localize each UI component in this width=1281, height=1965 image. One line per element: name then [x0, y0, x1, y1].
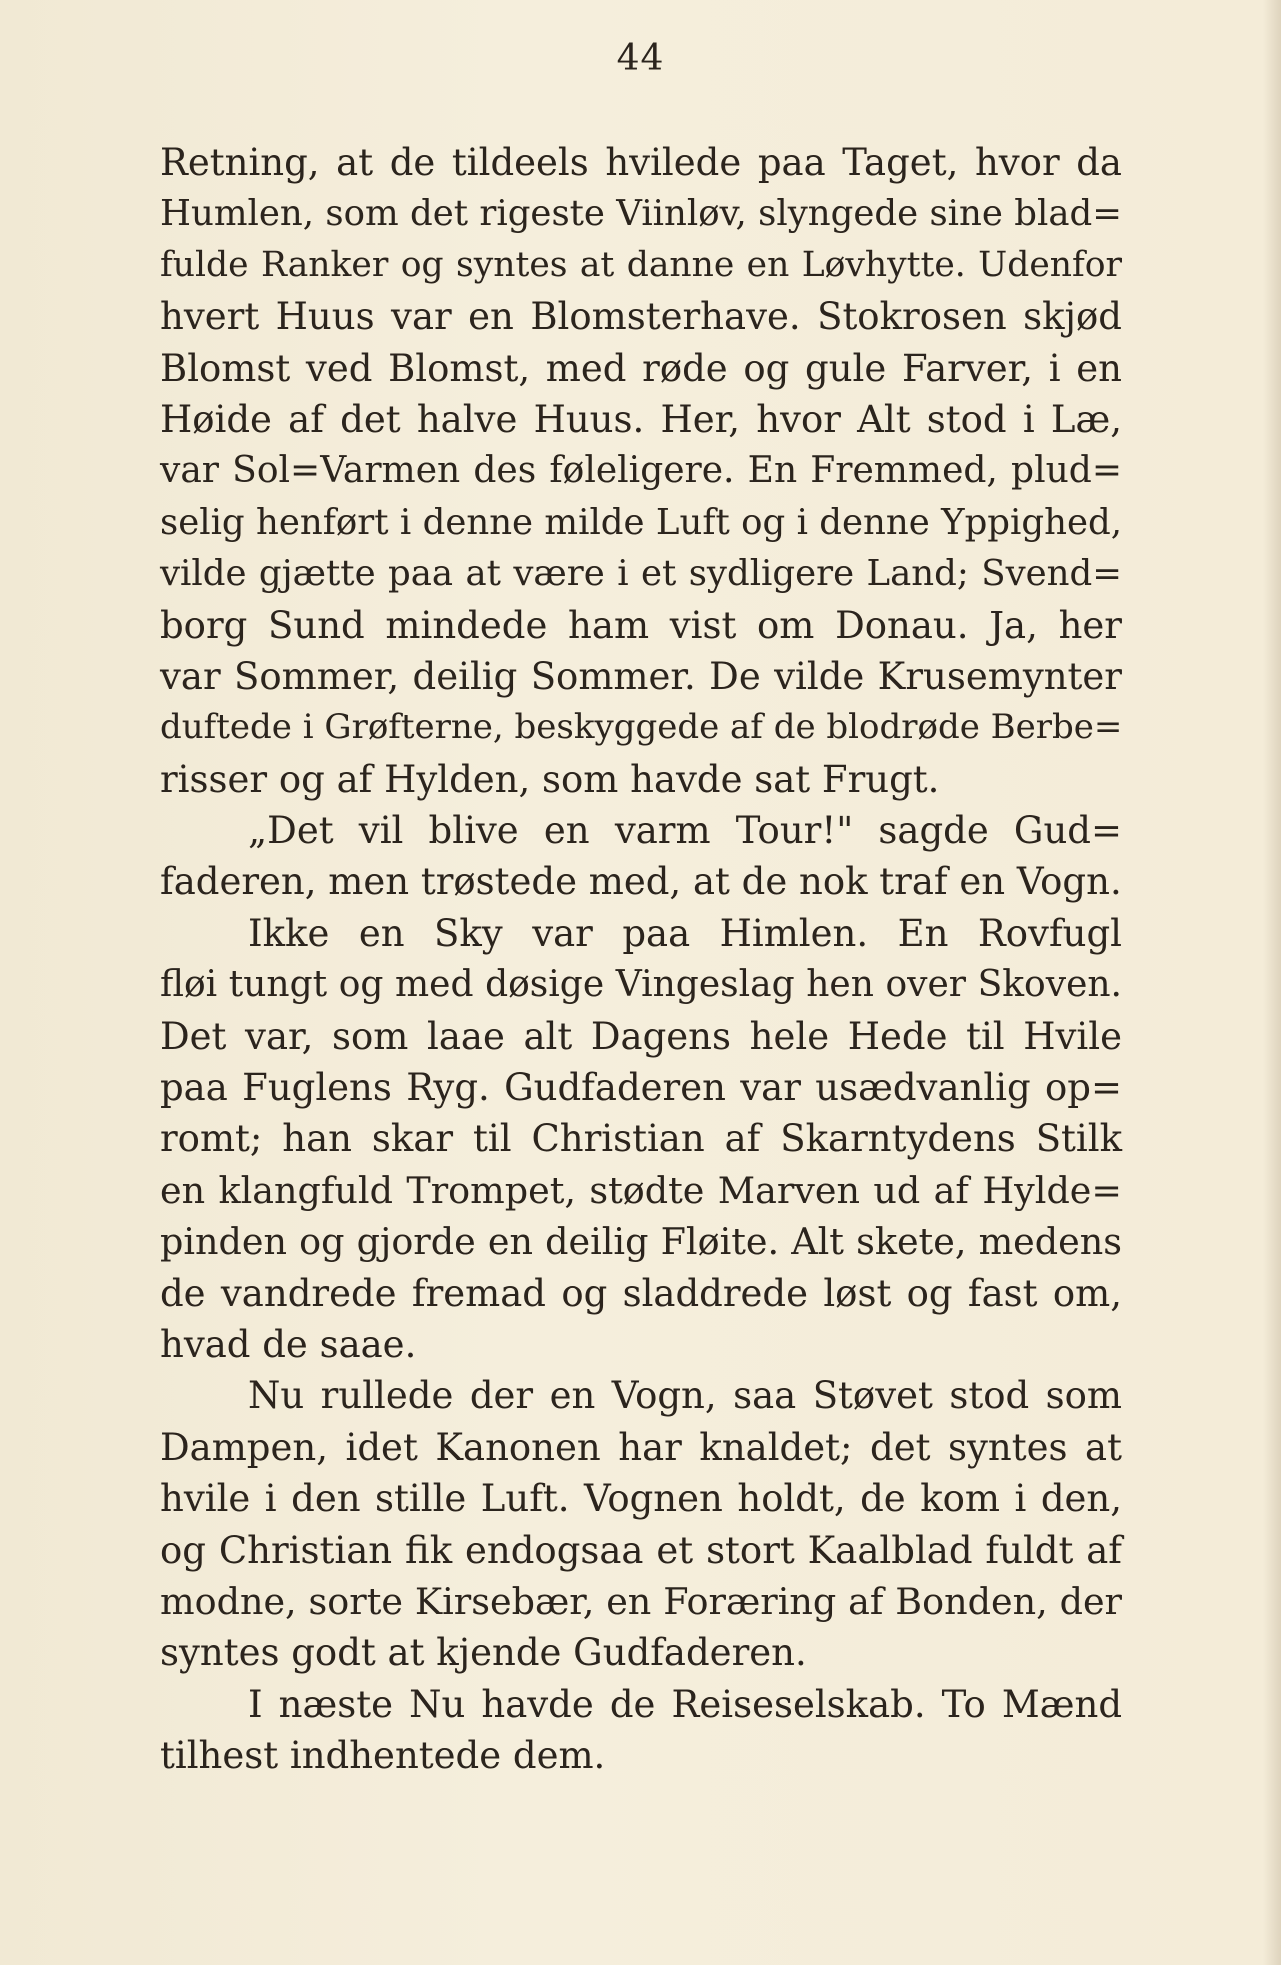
text-line: Nu rullede der en Vogn, saa Støvet stod som [248, 1374, 1122, 1418]
text-line: syntes godt at kjende Gudfaderen. [160, 1631, 807, 1675]
body-text [160, 137, 1122, 1782]
text-line: var Sommer, deilig Sommer. De vilde Krusemynter [160, 654, 1122, 698]
text-line: faderen, men trøstede med, at de nok traf en Vogn. [160, 860, 1122, 904]
text-line: Det var, som laae alt Dagens hele Hede til Hvile [160, 1014, 1122, 1058]
text-line: vilde gjætte paa at være i et sydligere Land; Svend= [160, 553, 1122, 595]
text-line: hvad de saae. [160, 1322, 417, 1366]
text-line: „Det vil blive en varm Tour!" sagde Gud= [248, 809, 1122, 853]
text-line: Dampen, idet Kanonen har knaldet; det syntes at [160, 1425, 1122, 1469]
text-line: en klangfuld Trompet, stødte Marven ud af Hylde= [160, 1168, 1122, 1212]
text-line: risser og af Hylden, som havde sat Frugt. [160, 757, 940, 801]
text-line: Høide af det halve Huus. Her, hvor Alt stod i Læ, [160, 397, 1122, 441]
text-line: pinden og gjorde en deilig Fløite. Alt skete, medens [160, 1220, 1122, 1264]
text-line: modne, sorte Kirsebær, en Foræring af Bonden, der [160, 1579, 1122, 1623]
text-line: Retning, at de tildeels hvilede paa Taget, hvor da [160, 141, 1122, 184]
text-line: Blomst ved Blomst, med røde og gule Farver, i en [160, 346, 1122, 390]
text-line: og Christian fik endogsaa et stort Kaalblad fuldt af [160, 1528, 1122, 1572]
text-line: de vandrede fremad og sladdrede løst og fast om, [160, 1271, 1122, 1315]
text-line: Humlen, som det rigeste Viinløv, slyngede sine blad= [160, 193, 1122, 235]
text-line: romt; han skar til Christian af Skarntydens Stilk [160, 1117, 1122, 1161]
text-line: tilhest indhentede dem. [160, 1734, 606, 1778]
text-line: duftede i Grøfterne, beskyggede af de blodrøde Berbe= [160, 707, 1123, 748]
text-line: selig henført i denne milde Luft og i denne Yppighed, [160, 501, 1122, 543]
page-edge-shadow [1263, 0, 1281, 1965]
text-line: borg Sund mindede ham vist om Donau. Ja, her [160, 603, 1122, 647]
text-line: paa Fuglens Ryg. Gudfaderen var usædvanlig op= [160, 1066, 1122, 1110]
text-line: I næste Nu havde de Reiseselskab. To Mænd [248, 1682, 1122, 1726]
text-line: var Sol=Varmen des føleligere. En Fremmed, plud= [160, 450, 1122, 492]
text-line: Ikke en Sky var paa Himlen. En Rovfugl [248, 911, 1122, 955]
text-line: hvile i den stille Luft. Vognen holdt, de kom i den, [160, 1477, 1122, 1521]
text-line: fulde Ranker og syntes at danne en Løvhytte. Udenfor [160, 244, 1122, 285]
text-line: fløi tungt og med døsige Vingeslag hen over Skoven. [160, 964, 1122, 1006]
page-number: 44 [616, 38, 665, 79]
text-line: hvert Huus var en Blomsterhave. Stokrosen skjød [160, 295, 1122, 339]
